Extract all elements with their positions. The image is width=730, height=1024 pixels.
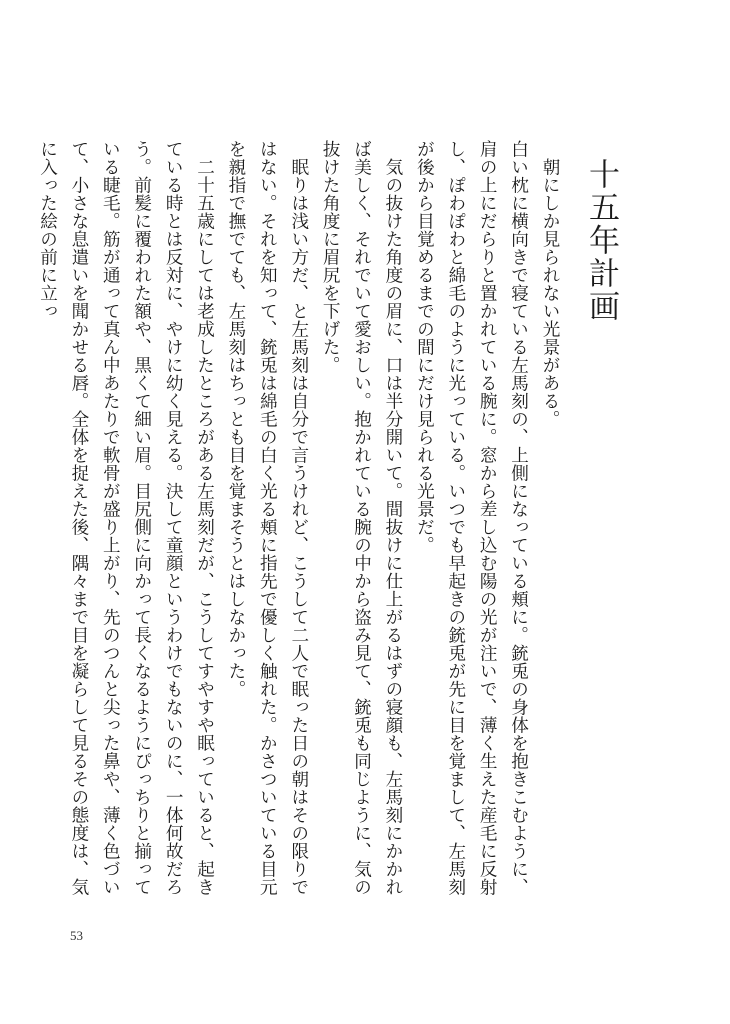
- chapter-title: 十五年計画: [583, 158, 619, 323]
- paragraph-1: 朝にしか見られない光景がある。: [540, 157, 560, 428]
- paragraph-3: 気の抜けた角度の眉に、口は半分開いて。間抜けに仕上がるはずの寝顔も、左馬刻にかかれば美しく、それでいて愛おしい。抱かれている腕の中から盗み見て、銃兎も同じように、気の抜けた角度に眉尻を下げた。: [320, 140, 403, 896]
- page-number: 53: [70, 928, 83, 943]
- body-text: [31, 140, 565, 900]
- paragraph-4: 眠りは浅い方だ、と左馬刻は自分で言うけれど、こうして二人で眠った日の朝はその限りではない。それを知って、銃兎は綿毛の白く光る頬に指先で優しく触れた。かさついている目元を親指で撫でても、左馬刻はちっとも目を覚まそうとはしなかった。: [225, 140, 309, 896]
- paragraph-2: 白い枕に横向きで寝ている左馬刻の、上側になっている頬に。銃兎の身体を抱きこむように、肩の上にだらりと置かれている腕に。窓から差し込む陽の光が注いで、薄く生えた産毛に反射し、ぽわぽわと綿毛のように光っている。いつでも早起きの銃兎が先に目を覚まして、左馬刻が後から目覚めるまでの間にだけ見られる光景だ。: [414, 140, 529, 896]
- paragraph-5: 二十五歳にしては老成したところがある左馬刻だが、こうしてすやすや眠っていると、起きている時とは反対に、やけに幼く見える。決して童顔というわけでもないのに、一体何故だろう。前髪に覆われた額や、黒くて細い眉。目尻側に向かって長くなるようにぴっちりと揃っている睫毛。筋が通って真ん中あたりで軟骨が盛り上がり、先のつんと尖った鼻や、薄く色づいて、小さな息遣いを聞かせる唇。全体を捉えた後、隅々まで目を凝らして見るその態度は、気に入った絵の前に立っ: [37, 140, 215, 896]
